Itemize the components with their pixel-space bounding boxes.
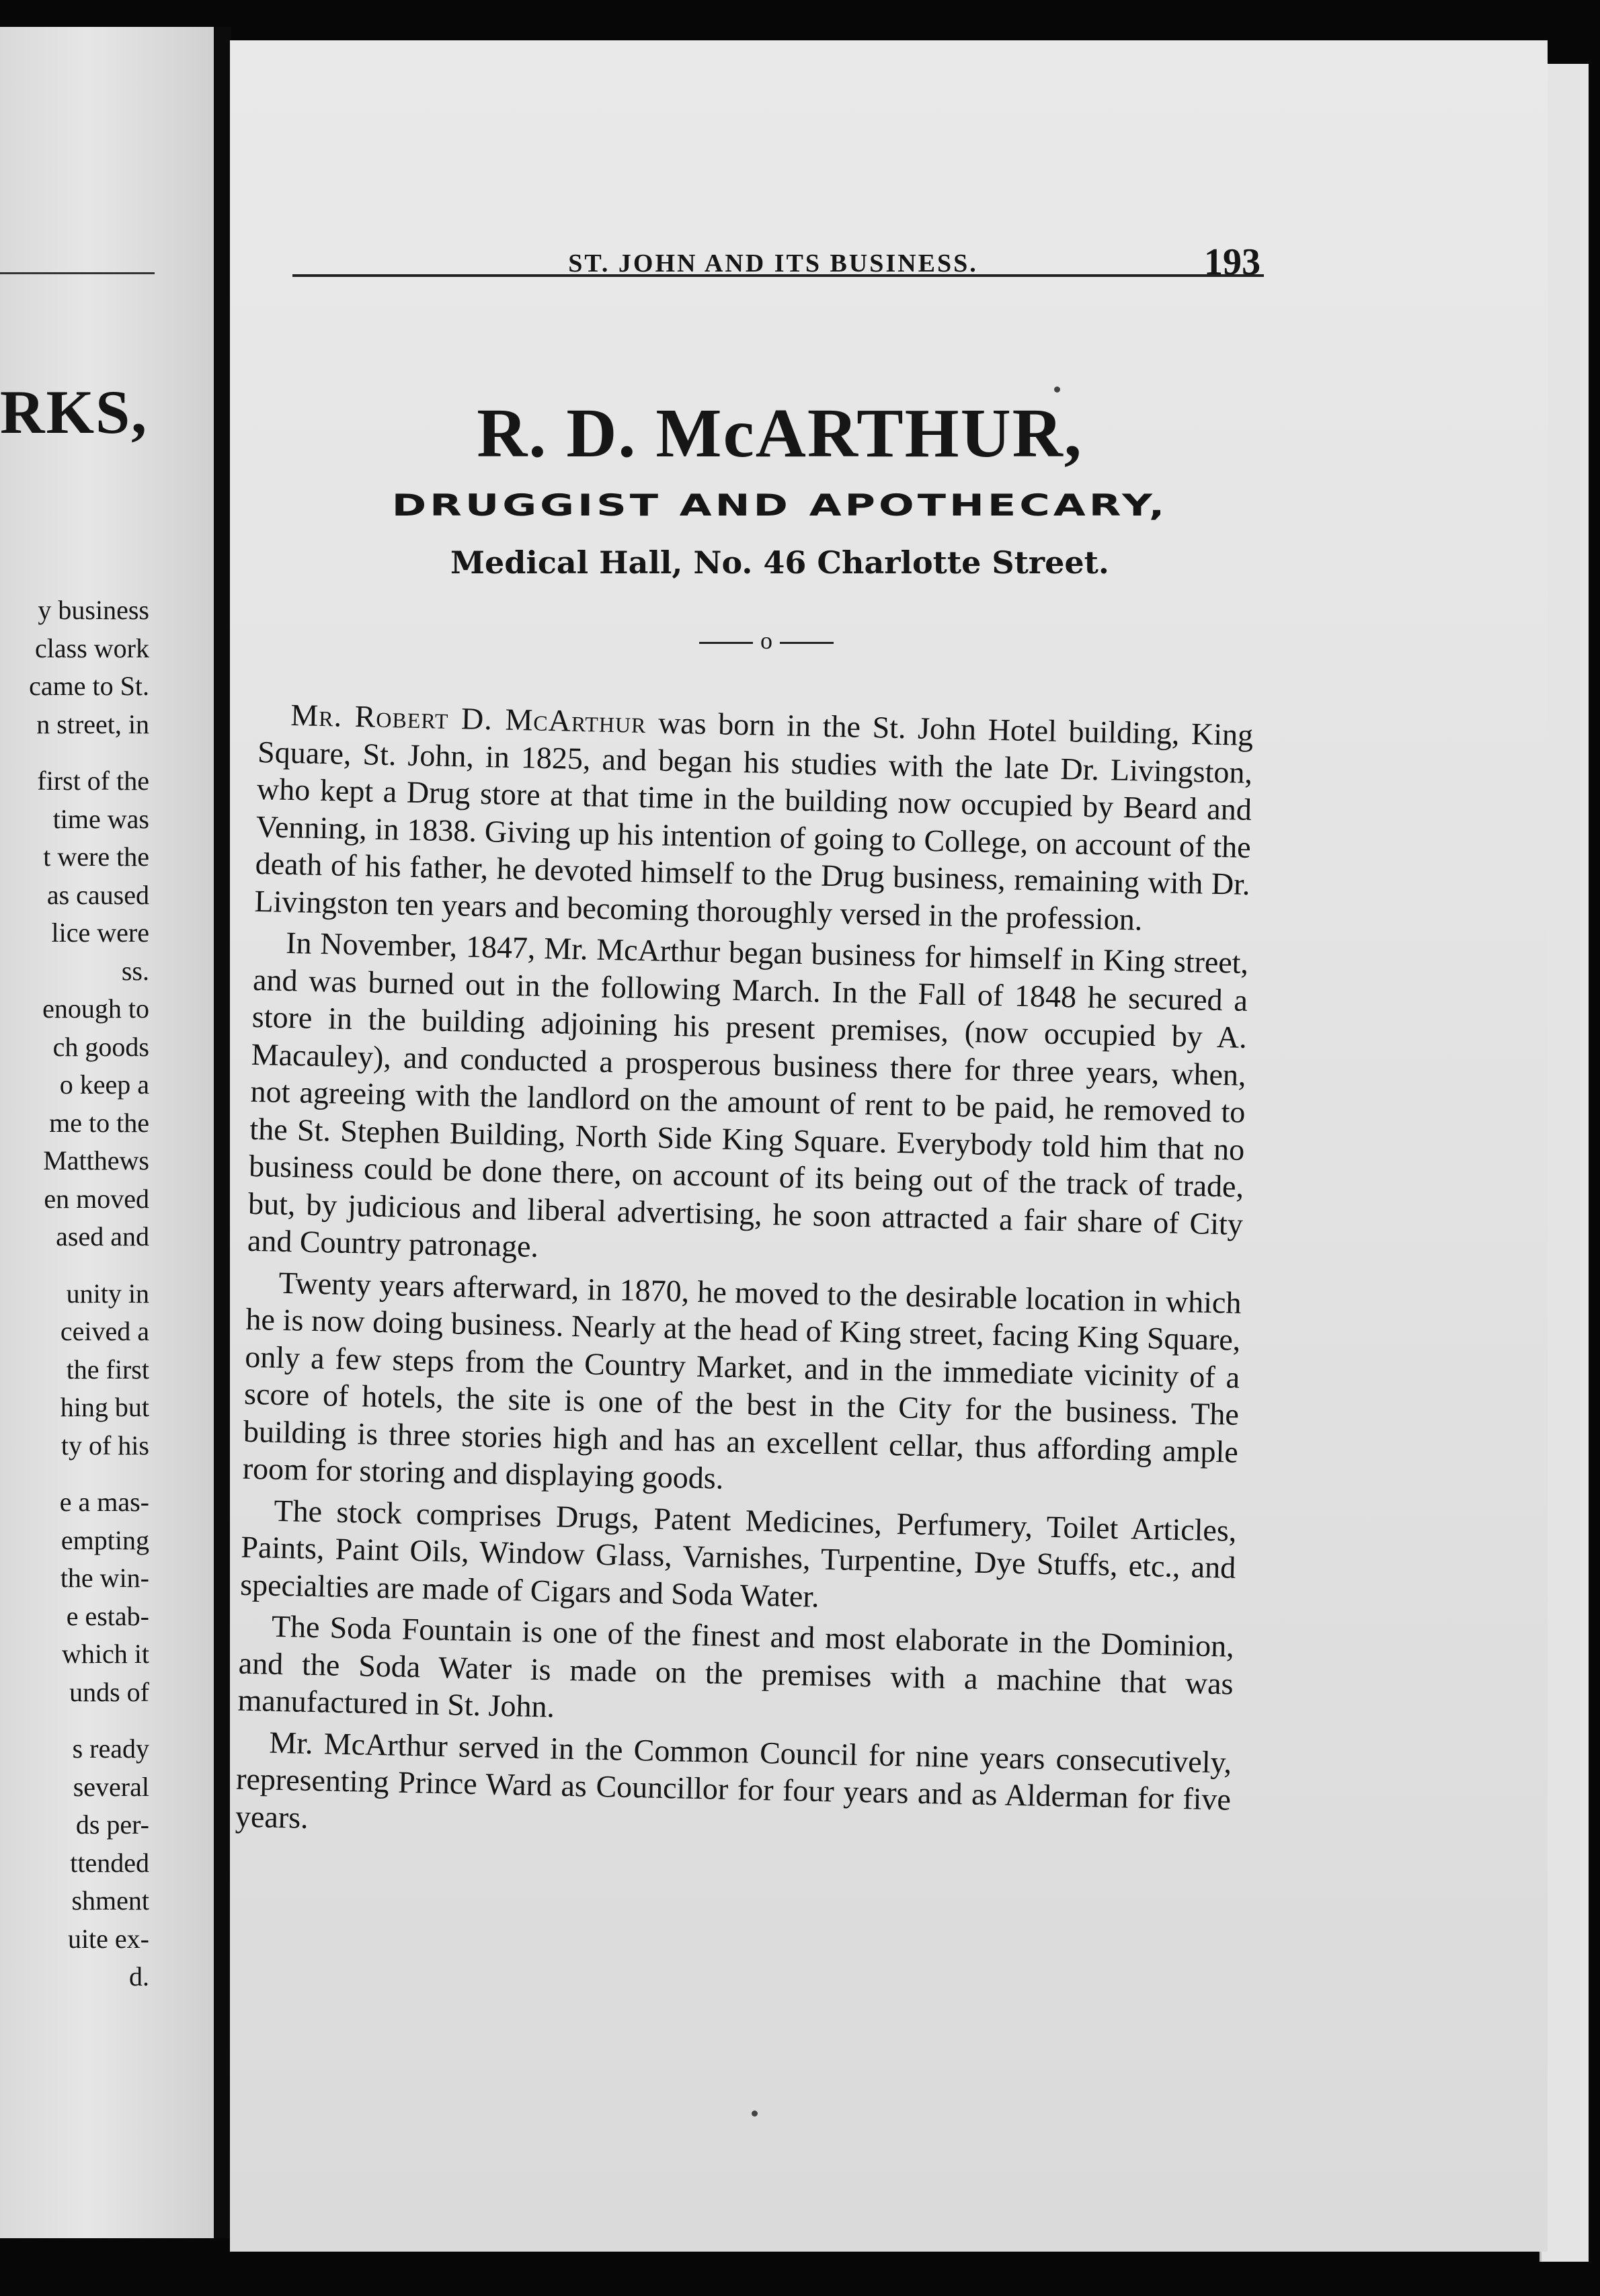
left-page-line: unity in (66, 1278, 149, 1309)
paragraph-text: The stock comprises Drugs, Patent Medicines, Perfumery, Toilet Articles, Paints, Paint Oils, Window Glass, Varnishes, Turpentine, Dye Stuffs, etc., and specialties are made of Cigars and Soda Water. (239, 1493, 1237, 1614)
left-facing-page (0, 27, 222, 2238)
left-page-line: which it (62, 1639, 149, 1669)
page-title: R. D. McARTHUR, (477, 395, 1083, 472)
header-rule (292, 274, 1264, 277)
left-page-line (0, 1256, 149, 1275)
paragraph-lead-name: Mr. Robert D. McArthur (290, 698, 647, 740)
book-gutter (214, 27, 231, 2238)
left-page-line: y business (38, 595, 149, 625)
left-page-line: enough to (42, 993, 149, 1024)
left-page-line: en moved (44, 1183, 149, 1214)
paragraph-text: In November, 1847, Mr. McArthur began business for himself in King street, and was burned out in the following March. In the Fall of 1848 he secured a store in the building adjoining his present premises, (now occupied by A. Macauley), and conducted a prosperous business there for three years, when, not agreeing with the landlord on the amount of rent to be paid, he removed to the St. Stephen Building, North Side King Square. Everybody told him that no business could be done there, on account of its being out of the track of trade, but, by judicious and liberal advertising, he soon attracted a fair share of City and Country patronage. (247, 925, 1249, 1264)
article-paragraph (242, 1263, 1242, 1508)
article-paragraph (235, 1723, 1232, 1855)
article-paragraph (254, 696, 1254, 940)
left-page-line: n street, in (36, 708, 149, 739)
print-speck (1054, 386, 1060, 393)
left-page-line: ch goods (52, 1031, 149, 1062)
page-number: 193 (1204, 241, 1261, 283)
left-page-line: ty of his (61, 1430, 149, 1461)
left-page-line: ttended (70, 1847, 149, 1878)
article-paragraph (247, 924, 1248, 1280)
left-page-line: the first (66, 1354, 149, 1385)
article-paragraph (240, 1491, 1237, 1623)
business-address: Medical Hall, No. 46 Charlotte Street. (450, 544, 1109, 581)
left-page-text (0, 591, 149, 1996)
section-divider: o (699, 628, 834, 653)
article-body (235, 696, 1253, 1860)
left-page-line: e a mas- (59, 1487, 149, 1517)
left-page-line: unds of (69, 1676, 149, 1707)
left-page-line: me to the (49, 1107, 149, 1138)
paragraph-text: Mr. McArthur served in the Common Council for nine years consecutively, representing Prince Ward as Councillor for four years and as Alderman for five years. (235, 1725, 1232, 1835)
left-page-line: Matthews (43, 1145, 149, 1176)
left-page-line: class work (35, 632, 149, 663)
left-page-line: time was (52, 803, 149, 834)
left-page-line: ss. (121, 955, 149, 986)
paragraph-text: Twenty years afterward, in 1870, he moved to the desirable location in which he is now doing business. Nearly at the head of King street, facing King Square, only a few steps from the Country Market, and in the immediate vicinity of a score of hotels, the site is one of the best in the City for the business. The building is three stories high and has an excellent cellar, thus affording ample room for storing and displaying goods. (242, 1265, 1242, 1495)
left-page-line: t were the (43, 842, 149, 872)
left-page-line: hing but (60, 1392, 149, 1422)
left-page-line: uite ex- (67, 1923, 149, 1954)
left-page-line: the win- (60, 1563, 149, 1593)
left-page-line: first of the (37, 766, 149, 796)
left-page-heading: RKS, (0, 378, 149, 446)
left-page-line: o keep a (59, 1069, 149, 1100)
left-page-line: several (73, 1771, 149, 1802)
left-page-line: ds per- (75, 1809, 149, 1840)
page-subtitle: DRUGGIST AND APOTHECARY, (391, 487, 1168, 523)
left-page-line: lice were (51, 917, 149, 948)
left-page-line (0, 1711, 149, 1730)
left-page-line: s ready (72, 1733, 149, 1764)
paragraph-text: was born in the St. John Hotel building, King Square, St. John, in 1825, and began his studies with the late Dr. Livingston, who kept a Drug store at that time in the building now occupied by Beard and Venning, in 1838. Giving up his intention of going to College, on account of the death of his father, he devoted himself to the Drug business, remaining with Dr. Livingston ten years and becoming thoroughly versed in the profession. (254, 705, 1254, 937)
running-head-text: ST. JOHN AND ITS BUSINESS. (568, 249, 978, 278)
left-page-line: ased and (56, 1221, 149, 1252)
left-page-line: came to St. (29, 671, 149, 701)
article-paragraph (237, 1607, 1234, 1739)
left-page-line (0, 743, 149, 762)
left-page-line: e estab- (66, 1600, 149, 1631)
print-speck (752, 2110, 758, 2117)
left-page-line: ceived a (60, 1316, 149, 1346)
left-page-line: empting (61, 1524, 149, 1555)
left-page-line: as caused (46, 879, 149, 910)
left-page-line (0, 1465, 149, 1483)
left-page-rule (0, 272, 155, 274)
left-page-line: shment (71, 1885, 149, 1916)
left-page-line: d. (129, 1961, 149, 1992)
paragraph-text: The Soda Fountain is one of the finest and most elaborate in the Dominion, and the Soda Water is made on the premises with a machine that was manufactured in St. John. (237, 1608, 1235, 1724)
